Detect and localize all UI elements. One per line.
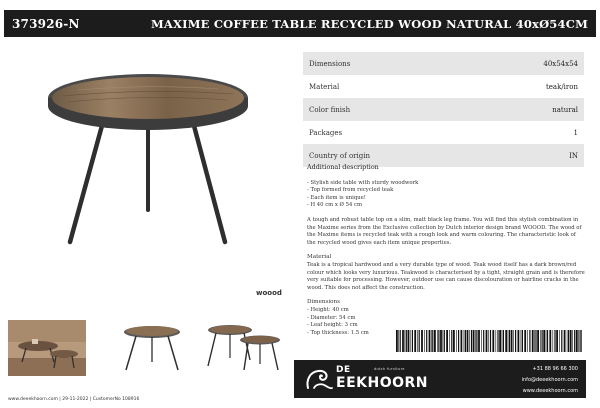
barcode-bar: [503, 330, 504, 352]
list-item: - Stylish side table with sturdy woodwork: [307, 179, 419, 186]
barcode-bar: [574, 330, 575, 352]
barcode-bar: [502, 330, 503, 352]
barcode-bar: [549, 330, 551, 352]
barcode-bar: [556, 330, 558, 352]
barcode-bar: [522, 330, 523, 352]
barcode-bar: [554, 330, 555, 352]
barcode-bar: [449, 330, 450, 352]
barcode-bar: [492, 330, 494, 352]
barcode-bar: [398, 330, 399, 352]
barcode-bar: [419, 330, 420, 352]
material-heading: Material: [307, 254, 332, 261]
barcode-bar: [446, 330, 448, 352]
spec-row-packages: [303, 121, 584, 144]
logo-tagline: dutch furniture: [374, 367, 405, 371]
barcode-bar: [543, 330, 545, 352]
material-paragraph: Teak is a tropical hardwood and a very durable type of wood. Teak wood itself has a dark brown/red colour which looks very luxurious. Teakwood is characterised by a tight, straight grain and is therefore very suitable for processing. However, outdoor use can cause discolouration or hairline cracks in the wood. This does not affect the construction.: [307, 261, 585, 291]
barcode-bar: [456, 330, 457, 352]
barcode-bar: [408, 330, 410, 352]
thumbnail-lifestyle[interactable]: [8, 320, 86, 376]
thumbnail-single-table[interactable]: [112, 320, 192, 376]
barcode-bar: [406, 330, 407, 352]
barcode-bar: [567, 330, 568, 352]
description-bullets: [307, 180, 585, 210]
barcode-bar: [475, 330, 476, 352]
barcode-bar: [524, 330, 526, 352]
spec-row-material: [303, 75, 584, 98]
spec-label: Material: [309, 82, 340, 91]
footer-meta: www.deeekhoorn.com | 29-11-2022 | CustomerNo 108916: [8, 397, 140, 402]
barcode-bar: [432, 330, 433, 352]
barcode-bar: [572, 330, 573, 352]
list-item: - Each item is unique!: [307, 194, 366, 201]
barcode-bar: [434, 330, 436, 352]
barcode-bar: [578, 330, 579, 352]
barcode-bar: [424, 330, 425, 352]
barcode-bar: [440, 330, 442, 352]
list-item: - H 40 cm x Ø 54 cm: [307, 202, 362, 209]
barcode-bar: [400, 330, 401, 352]
spec-label: Country of origin: [309, 151, 370, 160]
barcode-bar: [438, 330, 439, 352]
barcode-bar: [396, 330, 398, 352]
spec-value: natural: [552, 105, 578, 114]
barcode-bar: [546, 330, 547, 352]
barcode-bar: [486, 330, 488, 352]
barcode-bar: [431, 330, 432, 352]
barcode-bar: [515, 330, 516, 352]
barcode-bar: [458, 330, 459, 352]
barcode-bar: [467, 330, 469, 352]
list-item: - Top formed from recycled teak: [307, 187, 394, 194]
logo-name: EEKHOORN: [336, 375, 428, 391]
barcode-bar: [465, 330, 466, 352]
barcode-bar: [547, 330, 548, 352]
barcode-bar: [405, 330, 406, 352]
thumbnail-table-set[interactable]: [200, 320, 290, 376]
description-heading: Additional description: [307, 163, 379, 171]
barcode-bar: [453, 330, 455, 352]
barcode-bar: [553, 330, 554, 352]
spec-value: 40x54x54: [543, 59, 578, 68]
barcode-bar: [529, 330, 530, 352]
barcode-bar: [410, 330, 411, 352]
barcode-bar: [527, 330, 528, 352]
spec-label: Dimensions: [309, 59, 351, 68]
description-block: [307, 164, 585, 344]
barcode-bar: [421, 330, 423, 352]
barcode-bar: [402, 330, 404, 352]
barcode-bar: [481, 330, 482, 352]
barcode-bar: [513, 330, 514, 352]
barcode-bar: [469, 330, 470, 352]
barcode-bar: [426, 330, 427, 352]
barcode-bar: [497, 330, 498, 352]
product-title: MAXIME COFFEE TABLE RECYCLED WOOD NATURAL 40xØ54CM: [150, 16, 588, 31]
barcode-bar: [444, 330, 445, 352]
barcode-bar: [451, 330, 452, 352]
product-image: [8, 42, 293, 307]
barcode-bar: [576, 330, 578, 352]
barcode-bar: [564, 330, 566, 352]
barcode-bar: [570, 330, 572, 352]
page-header: [4, 10, 596, 37]
barcode-bar: [521, 330, 522, 352]
barcode-bar: [509, 330, 510, 352]
barcode-bar: [496, 330, 497, 352]
barcode-bar: [534, 330, 535, 352]
brand-logo: [304, 364, 428, 394]
brand-footer: [294, 360, 586, 398]
contact-info: [522, 364, 578, 397]
barcode-bar: [478, 330, 480, 352]
barcode-bar: [511, 330, 513, 352]
list-item: - Height: 40 cm: [307, 306, 349, 313]
spec-value: 1: [573, 128, 578, 137]
dimensions-heading: Dimensions: [307, 299, 340, 306]
barcode-bar: [581, 330, 582, 352]
logo-de: DE: [336, 365, 351, 375]
barcode-bar: [490, 330, 491, 352]
barcode-bar: [542, 330, 543, 352]
barcode-bar: [464, 330, 465, 352]
brand-mark: woood: [256, 289, 282, 297]
barcode-bar: [568, 330, 569, 352]
spec-label: Color finish: [309, 105, 351, 114]
barcode-bar: [532, 330, 534, 352]
product-code: 373926-N: [12, 16, 80, 31]
email-link[interactable]: info@deeekhoorn.com: [521, 377, 578, 383]
phone-number: +31 88 96 66 300: [532, 366, 578, 372]
list-item: - Diameter: 54 cm: [307, 314, 356, 321]
barcode-bar: [476, 330, 477, 352]
barcode-bar: [559, 330, 560, 352]
barcode-bar: [483, 330, 484, 352]
list-item: - Top thickness: 1.5 cm: [307, 329, 369, 336]
spec-value: IN: [569, 151, 578, 160]
barcode-bar: [508, 330, 509, 352]
barcode-bar: [429, 330, 431, 352]
barcode-bar: [518, 330, 520, 352]
list-item: - Leaf height: 3 cm: [307, 322, 358, 329]
squirrel-icon: [304, 368, 334, 392]
spec-value: teak/iron: [545, 82, 578, 91]
barcode-bar: [414, 330, 416, 352]
barcode-bar: [461, 330, 463, 352]
barcode-bar: [471, 330, 472, 352]
barcode-bar: [535, 330, 536, 352]
barcode-bar: [499, 330, 501, 352]
barcode-bar: [437, 330, 438, 352]
barcode-bar: [417, 330, 418, 352]
spec-row-dimensions: [303, 52, 584, 75]
barcode-bar: [561, 330, 562, 352]
barcode: [396, 330, 582, 352]
barcode-bar: [537, 330, 539, 352]
spec-label: Packages: [309, 128, 343, 137]
barcode-bar: [488, 330, 489, 352]
barcode-bar: [412, 330, 413, 352]
spec-table: [303, 52, 584, 167]
spec-row-color-finish: [303, 98, 584, 121]
barcode-bar: [505, 330, 507, 352]
description-paragraph: A tough and robust table top on a slim, matt black leg frame. You will find this stylish combination in the Maxime series from the Exclusive collection by Dutch interior design brand WOOOD. The wood of the Maxime items is recycled teak with a rough look and warm colouring. The characteristic look of the recycled wood gives each item unique properties.: [307, 216, 582, 246]
website-link[interactable]: www.deeekhoorn.com: [522, 388, 578, 394]
barcode-bar: [540, 330, 541, 352]
barcode-bar: [443, 330, 444, 352]
barcode-bar: [580, 330, 581, 352]
thumbnail-strip: [8, 320, 293, 376]
barcode-bar: [473, 330, 475, 352]
